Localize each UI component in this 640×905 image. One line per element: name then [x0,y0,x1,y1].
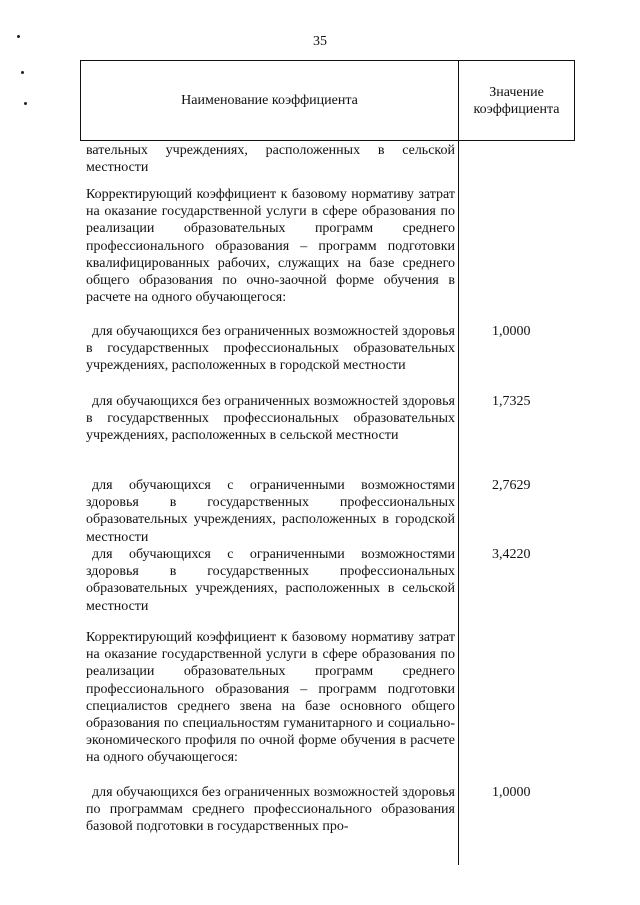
table-row-text-content: для обучающихся с ограниченными возможностями здоровья в государственных профессиональных образовательных учреждениях, расположенных в городской местности [86,478,455,545]
table-row-text-content: для обучающихся без ограниченных возможностей здоровья в государственных профессиональных образовательных учреждениях, расположенных в городской местности [86,324,455,374]
scan-speck [24,102,27,105]
table-row-text-content: для обучающихся с ограниченными возможностями здоровья в государственных профессиональных образовательных учреждениях, расположенных в сельской местности [86,547,455,614]
table-row-value: 2,7629 [492,478,531,493]
table-row-text-content: для обучающихся без ограниченных возможностей здоровья по программам среднего профессионального образования базовой подготовки в государственных про- [86,785,455,835]
table-row-text [86,784,455,836]
table-row-value: 1,7325 [492,394,531,409]
column-divider [458,60,459,865]
table-row-text: Корректирующий коэффициент к базовому нормативу затрат на оказание государственной услуги в сфере образования по реализации образовательных программ среднего профессионального образования – программ подготовки специалистов среднего звена на базе основного общего образования по специальностям гуманитарного и социально-экономического профиля по очной форме обучения в расчете на одного обучающегося: [86,630,455,766]
table-row-text [86,323,455,375]
table-row-text-content: для обучающихся без ограниченных возможностей здоровья в государственных профессиональных образовательных учреждениях, расположенных в сельской местности [86,394,455,444]
table-row-value: 3,4220 [492,547,531,562]
table-row-value: 1,0000 [492,785,531,800]
page-number: 35 [313,34,327,49]
table-row-text [86,393,455,445]
header-value-column: Значение коэффициента [473,84,560,117]
header-name-column: Наименование коэффициента [181,93,358,108]
table-right-border [574,60,575,141]
table-row-text [86,477,455,546]
table-row-text: Корректирующий коэффициент к базовому нормативу затрат на оказание государственной услуги в сфере образования по реализации образовательных программ среднего профессионального образования – программ подготовки квалифицированных рабочих, служащих на базе среднего общего образования по очно-заочной форме обучения в расчете на одного обучающегося: [86,187,455,306]
table-row-text [86,546,455,615]
scan-speck [21,71,24,74]
table-row-text: вательных учреждениях, расположенных в сельской местности [86,143,455,176]
header-bottom-border [80,140,575,141]
table-row-value: 1,0000 [492,324,531,339]
